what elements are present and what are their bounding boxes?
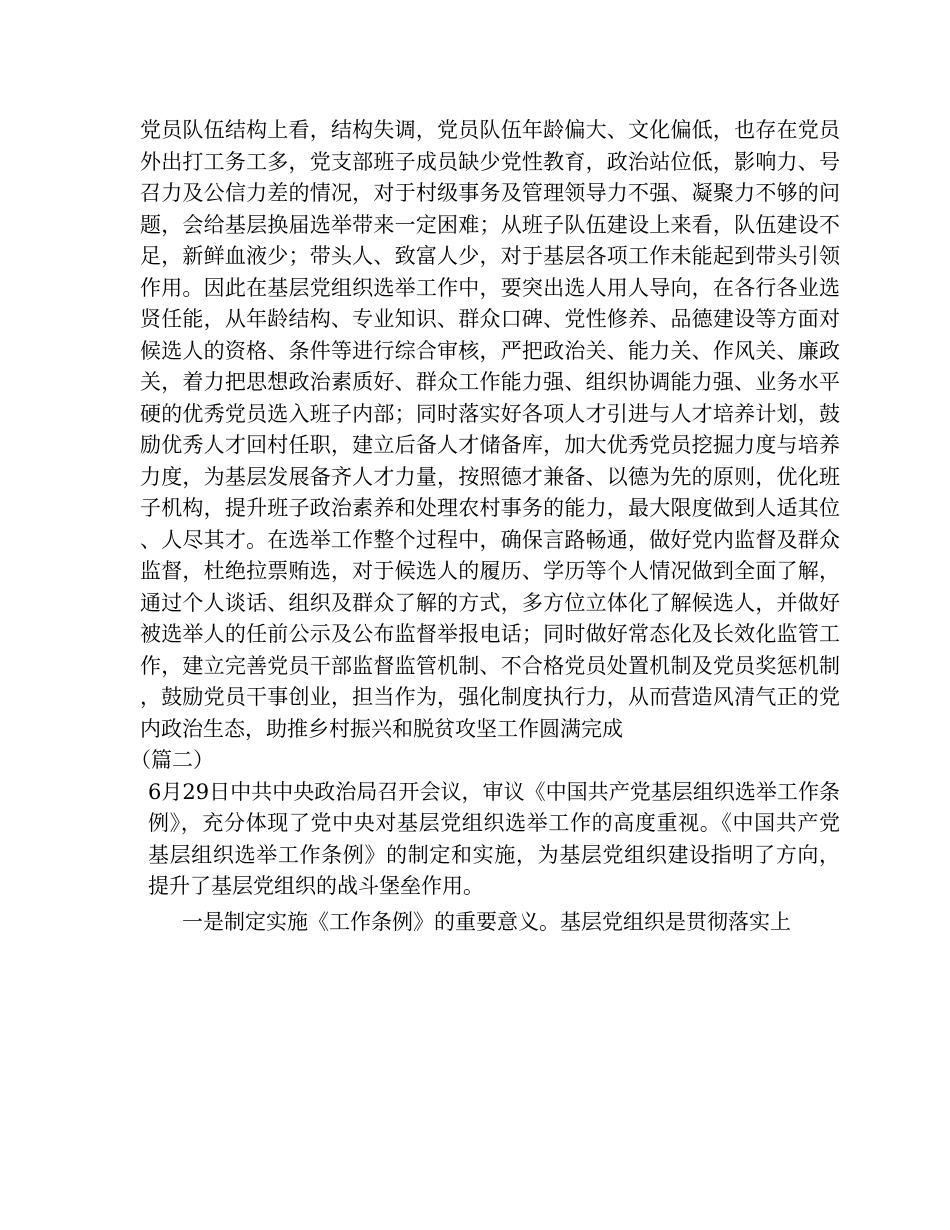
body-paragraph-3: 一是制定实施《工作条例》的重要意义。基层党组织是贯彻落实上 [182, 909, 791, 934]
document-body [130, 115, 840, 938]
section-heading: （篇二） [130, 748, 214, 772]
body-paragraph-1: 党员队伍结构上看，结构失调，党员队伍年龄偏大、文化偏低，也存在党员外出打工务工多，党支部班子成员缺少党性教育，政治站位低，影响力、号召力及公信力差的情况，对于村级事务及管理领导力不强、凝聚力不够的问题，会给基层换届选举带来一定困难；从班子队伍建设上来看，队伍建设不足，新鲜血液少；带头人、致富人少，对于基层各项工作未能起到带头引领作用。因此在基层党组织选举工作中，要突出选人用人导向，在各行各业选贤任能，从年龄结构、专业知识、群众口碑、党性修养、品德建设等方面对候选人的资格、条件等进行综合审核，严把政治关、能力关、作风关、廉政关，着力把思想政治素质好、群众工作能力强、组织协调能力强、业务水平硬的优秀党员选入班子内部；同时落实好各项人才引进与人才培养计划，鼓励优秀人才回村任职，建立后备人才储备库，加大优秀党员挖掘力度与培养力度，为基层发展备齐人才力量，按照德才兼备、以德为先的原则，优化班子机构，提升班子政治素养和处理农村事务的能力，最大限度做到人适其位、人尽其才。在选举工作整个过程中，确保言路畅通，做好党内监督及群众监督，杜绝拉票贿选，对于候选人的履历、学历等个人情况做到全面了解，通过个人谈话、组织及群众了解的方式，多方位立体化了解候选人，并做好被选举人的任前公示及公布监督举报电话；同时做好常态化及长效化监管工作，建立完善党员干部监督监管机制、不合格党员处置机制及党员奖惩机制，鼓励党员干事创业，担当作为，强化制度执行力，从而营造风清气正的党内政治生态，助推乡村振兴和脱贫攻坚工作圆满完成 [140, 118, 840, 741]
body-paragraph-2: 6月29日中共中央政治局召开会议，审议《中国共产党基层组织选举工作条例》，充分体现了党中央对基层党组织选举工作的高度重视。《中国共产党基层组织选举工作条例》的制定和实施，为基层党组织建设指明了方向，提升了基层党组织的战斗堡垒作用。 [148, 779, 840, 898]
